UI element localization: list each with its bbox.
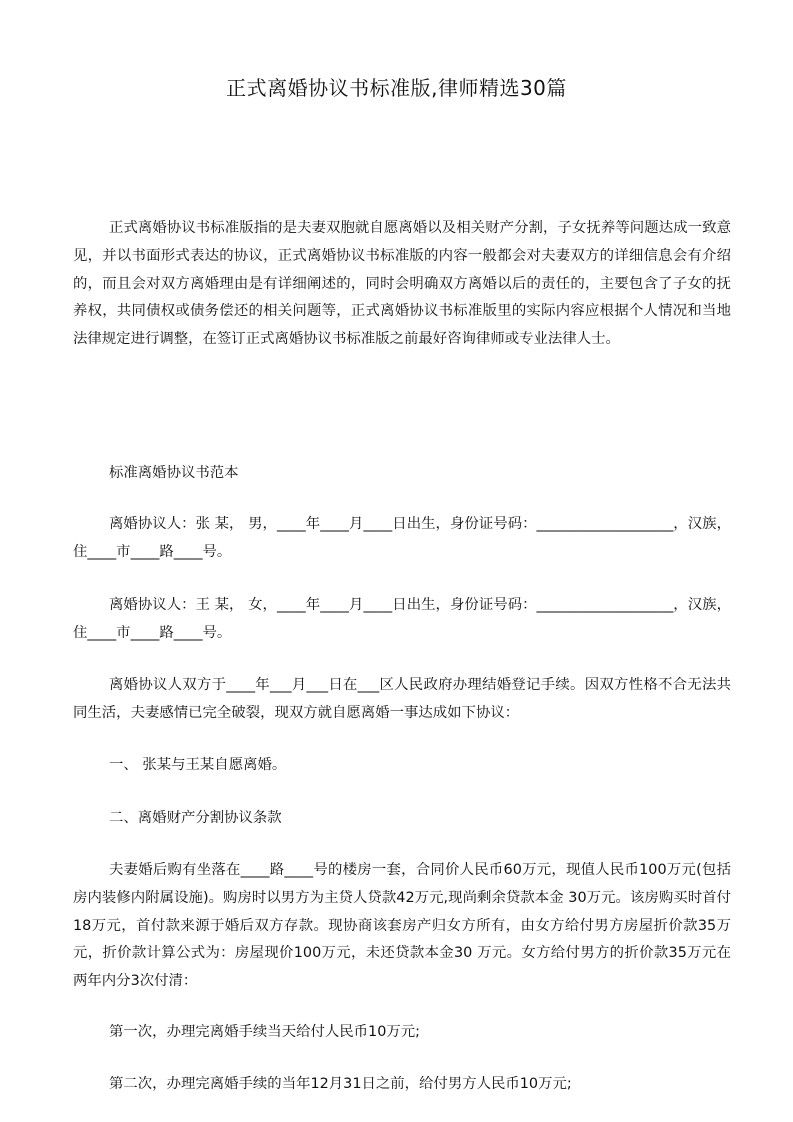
property-division-paragraph: 夫妻婚后购有坐落在____路____号的楼房一套，合同价人民币60万元，现值人民币100万元(包括房内装修内附属设施)。购房时以男方为主贷人贷款42万元,现尚剩余贷款本金 30万元。该房购买时首付18万元，首付款来源于婚后双方存款。现协商该套房产归女方所有，由女方给付男方房屋折价款35万元，折价款计算公式为：房屋现价100万元，未还贷款本金30 万元。女方给付男方的折价款35万元在两年内分3次付清：	[73, 862, 731, 990]
template-heading: 标准离婚协议书范本	[109, 465, 239, 481]
intro-paragraph: 正式离婚协议书标准版指的是夫妻双胞就自愿离婚以及相关财产分割，子女抚养等问题达成一致意见，并以书面形式表达的协议，正式离婚协议书标准版的内容一般都会对夫妻双方的详细信息会有介绍的，而且会对双方离婚理由是有详细阐述的，同时会明确双方离婚以后的责任的，主要包含了子女的抚养权，共同债权或债务偿还的相关问题等，正式离婚协议书标准版里的实际内容应根据个人情况和当地法律规定进行调整，在签订正式离婚协议书标准版之前最好咨询律师或专业法律人士。	[73, 220, 731, 348]
clause-one-heading: 一、 张某与王某自愿离婚。	[109, 757, 287, 773]
party-male-paragraph: 离婚协议人：张 某， 男，____年____月____日出生，身份证号码：___________________，汉族，住____市____路____号。	[73, 516, 731, 560]
clause-two-heading: 二、离婚财产分割协议条款	[109, 810, 282, 826]
marriage-registration-paragraph: 离婚协议人双方于____年___月___日在___区人民政府办理结婚登记手续。因双方性格不合无法共同生活，夫妻感情已完全破裂，现双方就自愿离婚一事达成如下协议：	[73, 677, 731, 721]
party-female-paragraph: 离婚协议人：王 某， 女，____年____月____日出生，身份证号码：___________________，汉族，住____市____路____号。	[73, 597, 731, 641]
payment-first-installment: 第一次，办理完离婚手续当天给付人民币10万元;	[109, 1024, 420, 1040]
document-title: 正式离婚协议书标准版,律师精选30篇	[226, 76, 567, 100]
payment-second-installment: 第二次，办理完离婚手续的当年12月31日之前，给付男方人民币10万元;	[109, 1076, 572, 1092]
